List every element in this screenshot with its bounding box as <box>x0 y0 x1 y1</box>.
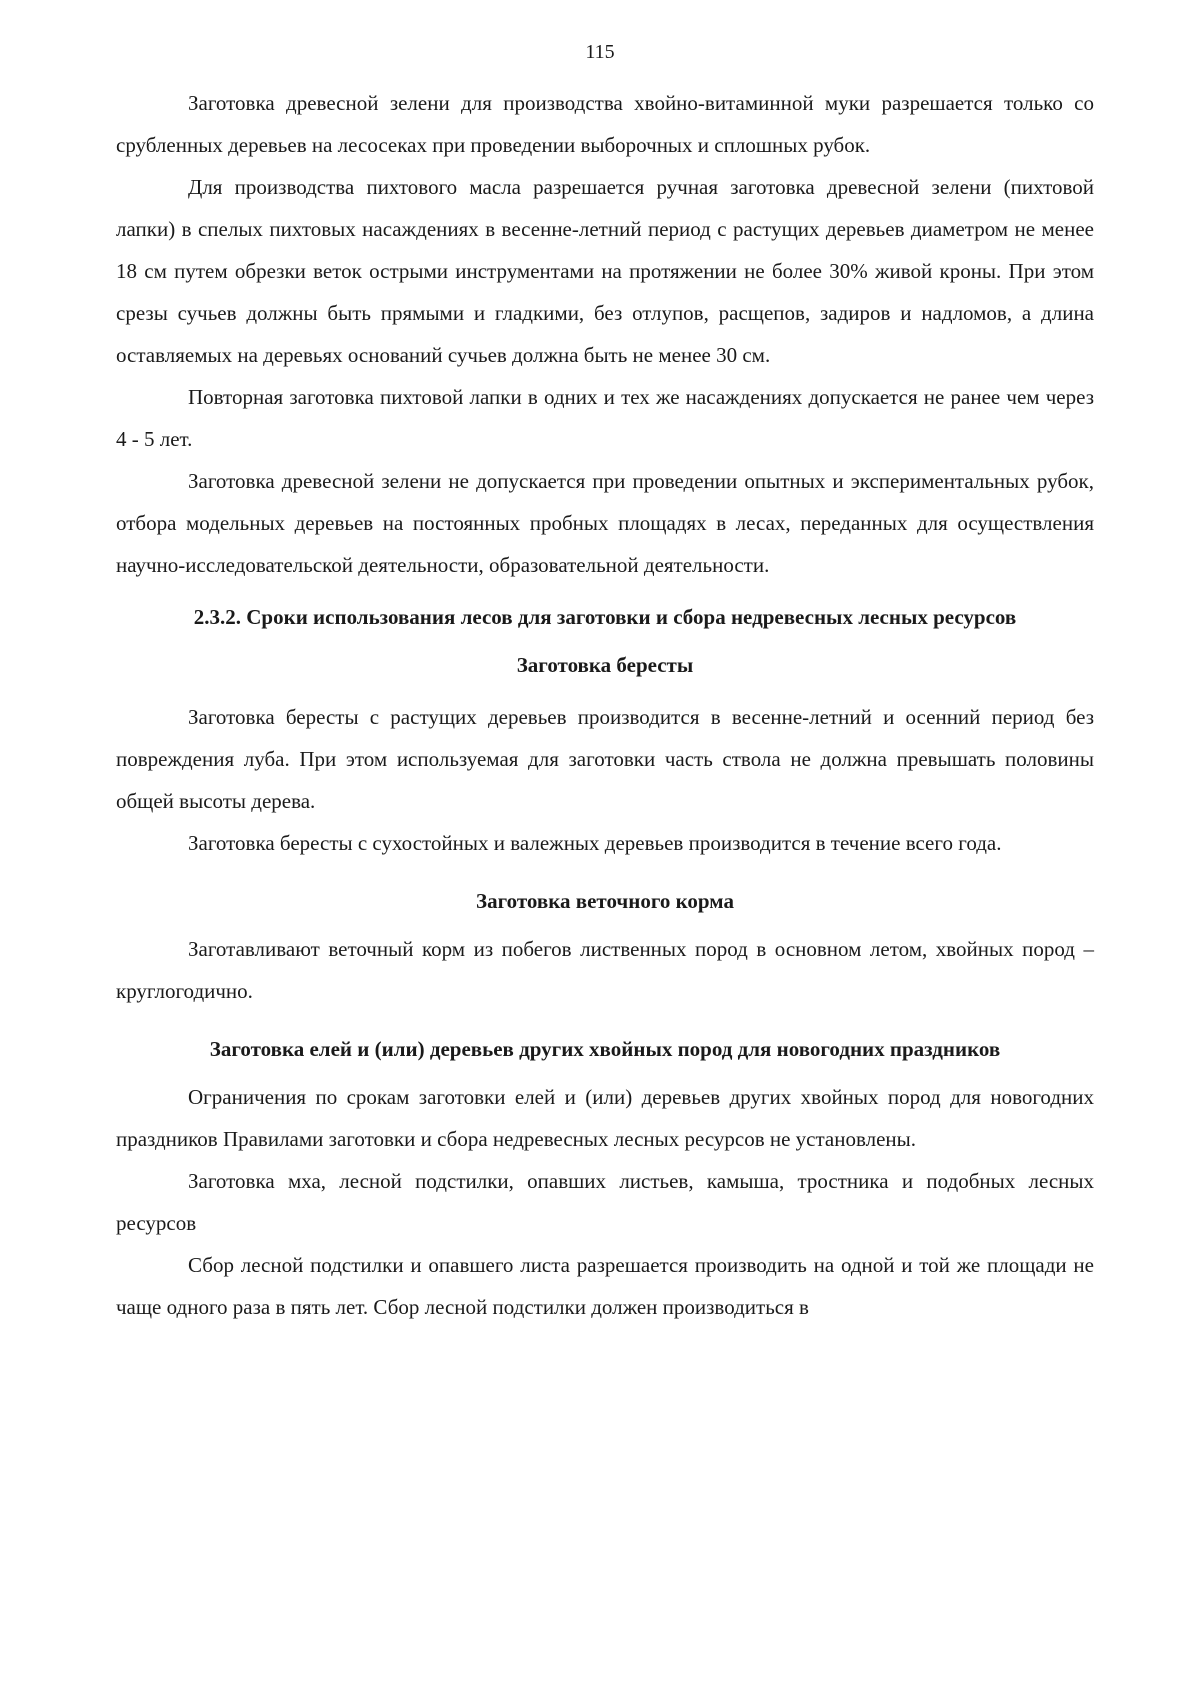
subheading-branch-fodder: Заготовка веточного корма <box>476 889 734 913</box>
document-body <box>116 82 1094 1328</box>
page-number: 115 <box>585 41 615 63</box>
paragraph-green-mass-flour: Заготовка древесной зелени для производства хвойно-витаминной муки разрешается только со срубленных деревьев на лесосеках при проведении выборочных и сплошных рубок. <box>116 91 1094 157</box>
paragraph-fir-oil: Для производства пихтового масла разрешается ручная заготовка древесной зелени (пихтовой лапки) в спелых пихтовых насаждениях в весенне-летний период с растущих деревьев диаметром не менее 18 см путем обрезки веток острыми инструментами на протяжении не более 30% живой кроны. При этом срезы сучьев должны быть прямыми и гладкими, без отлупов, расщепов, задиров и надломов, а длина оставляемых на деревьях оснований сучьев должна быть не менее 30 см. <box>116 175 1094 367</box>
paragraph-christmas-trees: Ограничения по срокам заготовки елей и (или) деревьев других хвойных пород для новогодних праздников Правилами заготовки и сбора недревесных лесных ресурсов не установлены. <box>116 1085 1094 1151</box>
paragraph-green-mass-restriction: Заготовка древесной зелени не допускается при проведении опытных и экспериментальных рубок, отбора модельных деревьев на постоянных пробных площадях в лесах, переданных для осуществления научно-исследовательской деятельности, образовательной деятельности. <box>116 469 1094 577</box>
paragraph-moss-litter-title: Заготовка мха, лесной подстилки, опавших листьев, камыша, тростника и подобных лесных ресурсов <box>116 1169 1094 1235</box>
paragraph-branch-fodder: Заготавливают веточный корм из побегов лиственных пород в основном летом, хвойных пород – круглогодично. <box>116 937 1094 1003</box>
subheading-birch-bark: Заготовка бересты <box>516 653 694 677</box>
section-heading: 2.3.2. Сроки использования лесов для заготовки и сбора недревесных лесных ресурсов <box>193 605 1017 629</box>
paragraph-litter-collection: Сбор лесной подстилки и опавшего листа разрешается производить на одной и той же площади не чаще одного раза в пять лет. Сбор лесной подстилки должен производиться в <box>116 1253 1094 1319</box>
paragraph-birch-bark-dead: Заготовка бересты с сухостойных и валежных деревьев производится в течение всего года. <box>188 831 1002 855</box>
paragraph-birch-bark-living: Заготовка бересты с растущих деревьев производится в весенне-летний и осенний период без повреждения луба. При этом используемая для заготовки часть ствола не должна превышать половины общей высоты дерева. <box>116 705 1094 813</box>
paragraph-repeat-harvest: Повторная заготовка пихтовой лапки в одних и тех же насаждениях допускается не ранее чем через 4 - 5 лет. <box>116 385 1094 451</box>
subheading-christmas-trees: Заготовка елей и (или) деревьев других хвойных пород для новогодних праздников <box>209 1037 1001 1061</box>
